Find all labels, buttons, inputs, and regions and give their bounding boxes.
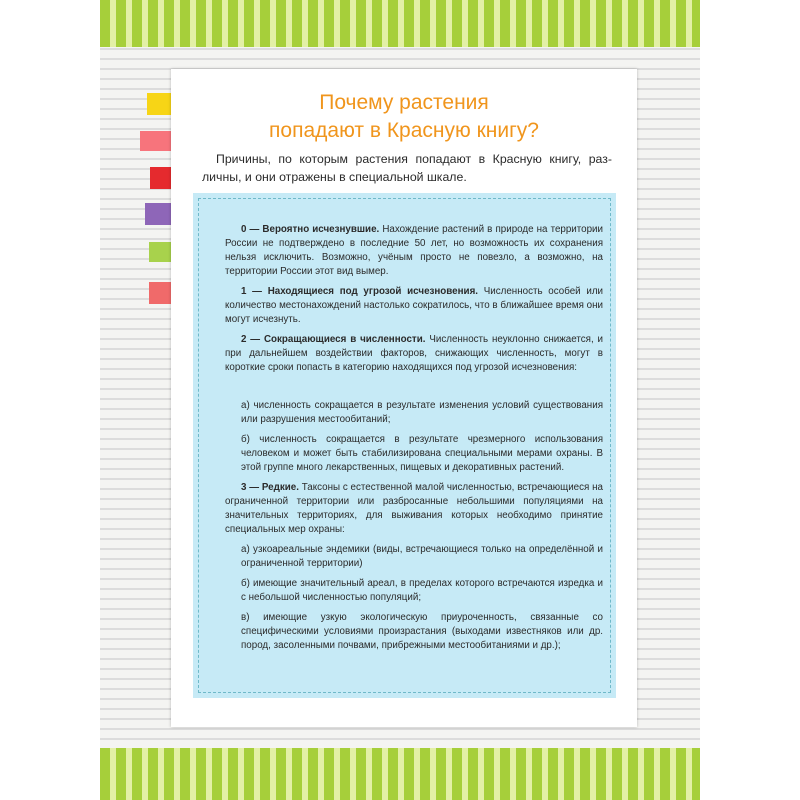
category-2-item-b: б) численность сокращается в результате чрезмерного использования человеком и может быть стабилизирована специальными мерами охраны. В этой группе много лекарственных, пищевых и декоративных растений.	[241, 434, 603, 473]
bookmark-tab-pink	[140, 131, 171, 151]
category-3-heading: 3 — Редкие.	[241, 482, 299, 493]
category-2-item-a: а) численность сокращается в результате изменения условий существования или разрушения местообитаний;	[241, 400, 603, 425]
category-0-text: Нахождение растений в природе на территории России не подтверждено в последние 50 лет, но возможность их сохранения нельзя исключить. Возможно, учёным просто не повезло, а возможно, на территории России этот вид вымер.	[225, 224, 603, 277]
category-3-item-a: а) узкоареальные эндемики (виды, встречающиеся только на определённой и ограниченной территории)	[241, 544, 603, 569]
category-1-text: Численность особей или количество местонахождений настолько сократилось, что в ближайшее время они могут исчезнуть.	[225, 286, 604, 325]
category-0	[225, 223, 603, 279]
title-line-2: попадают в Красную книгу?	[269, 119, 539, 142]
intro-text	[202, 150, 612, 186]
intro-paragraph: Причины, по которым растения попадают в Красную книгу, различны, и они отражены в специальной шкале.	[202, 152, 612, 184]
bookmark-tab-yellow	[147, 93, 171, 115]
category-3-item-c: в) имеющие узкую экологическую приуроченность, связанные со специфическими условиями произрастания (выходами известняков или др. пород, засоленными почвами, прибрежными местообитаниями и др.);	[241, 612, 603, 651]
spacer	[225, 381, 603, 399]
page	[171, 69, 637, 727]
top-stripe-border	[100, 0, 700, 47]
category-3-text: Таксоны с естественной малой численностью, встречающиеся на ограниченной территории или разбросанные небольшими популяциями на значительных территориях, для выживания которых необходимо принятие специальных мер охраны:	[225, 482, 603, 535]
title-line-1: Почему растения	[319, 91, 489, 114]
category-2-heading: 2 — Сокращающиеся в численности.	[241, 334, 426, 345]
bookmark-tab-green	[149, 242, 171, 262]
category-3-item-b: б) имеющие значительный ареал, в пределах которого встречаются изредка и с небольшой численностью популяций;	[241, 578, 603, 603]
category-2-text: Численность неуклонно снижается, и при дальнейшем воздействии факторов, снижающих численность, могут в короткие сроки попасть в категорию находящихся под угрозой исчезновения:	[225, 334, 603, 373]
category-2	[225, 333, 603, 375]
category-1-heading: 1 — Находящиеся под угрозой исчезновения.	[241, 286, 479, 297]
category-0-heading: 0 — Вероятно исчезнувшие.	[241, 224, 380, 235]
bookmark-tab-coral	[149, 282, 171, 304]
categories-box	[193, 193, 616, 698]
bookmark-tab-red	[150, 167, 171, 189]
category-3	[225, 481, 603, 537]
category-1	[225, 285, 603, 327]
bookmark-tab-purple	[145, 203, 171, 225]
page-title	[171, 89, 637, 145]
bottom-stripe-border	[100, 748, 700, 800]
categories-content	[225, 223, 603, 659]
